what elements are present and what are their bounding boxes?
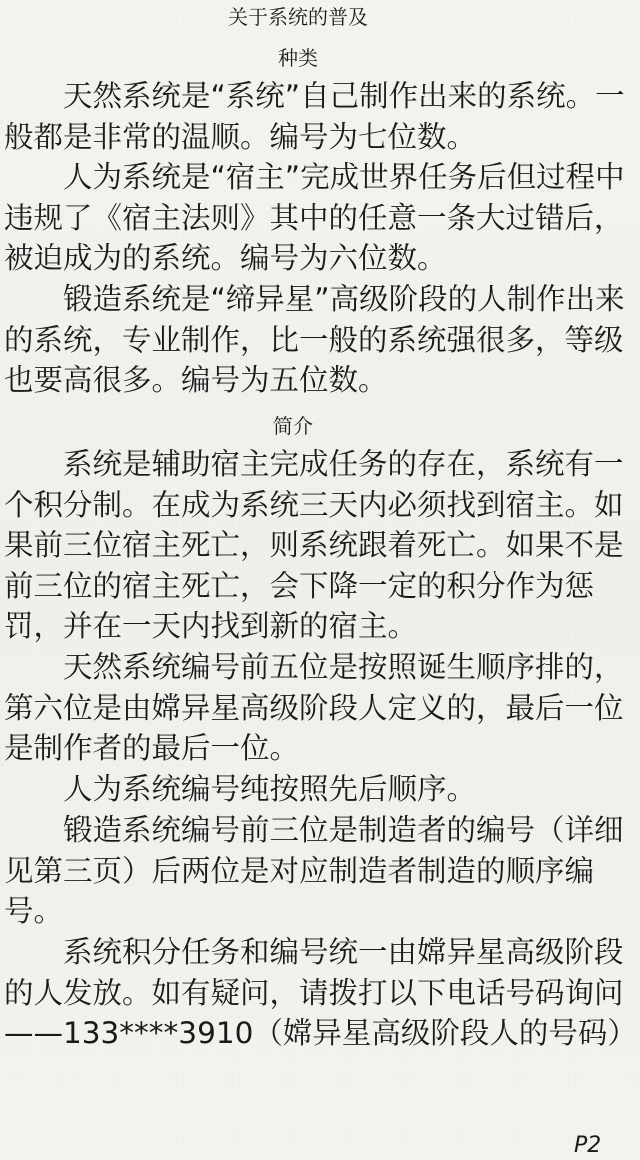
paragraph-artificial-numbering: 人为系统编号纯按照先后顺序。: [63, 772, 477, 806]
section-heading-types: 种类: [278, 46, 318, 70]
paragraph-forged-numbering: 锻造系统编号前三位是制造者的编号（详细见第三页）后两位是对应制造者制造的顺序编号。: [4, 813, 624, 928]
document-title: 关于系统的普及: [228, 5, 368, 29]
paragraph-system-intro: 系统是辅助宿主完成任务的存在，系统有一个积分制。在成为系统三天内必须找到宿主。如果前三位宿主死亡，则系统跟着死亡。如果不是前三位的宿主死亡，会下降一定的积分作为惩罚，并在一天内找到新的宿主。: [4, 447, 624, 643]
paragraph-contact-info: 系统积分任务和编号统一由嫦异星高级阶段的人发放。如有疑问，请拨打以下电话号码询问——133****3910（嫦异星高级阶段人的号码）: [4, 935, 637, 1050]
page-number: P2: [574, 1133, 602, 1158]
paragraph-artificial-system: 人为系统是“宿主”完成世界任务后但过程中违规了《宿主法则》其中的任意一条大过错后，被迫成为的系统。编号为六位数。: [4, 160, 625, 275]
paragraph-natural-numbering: 天然系统编号前五位是按照诞生顺序排的，第六位是由嫦异星高级阶段人定义的，最后一位是制作者的最后一位。: [4, 650, 624, 765]
paragraph-forged-system: 锻造系统是“缔异星”高级阶段的人制作出来的系统，专业制作，比一般的系统强很多，等级也要高很多。编号为五位数。: [4, 282, 625, 397]
section-heading-intro: 简介: [273, 414, 313, 438]
paragraph-natural-system: 天然系统是“系统”自己制作出来的系统。一般都是非常的温顺。编号为七位数。: [4, 79, 625, 154]
